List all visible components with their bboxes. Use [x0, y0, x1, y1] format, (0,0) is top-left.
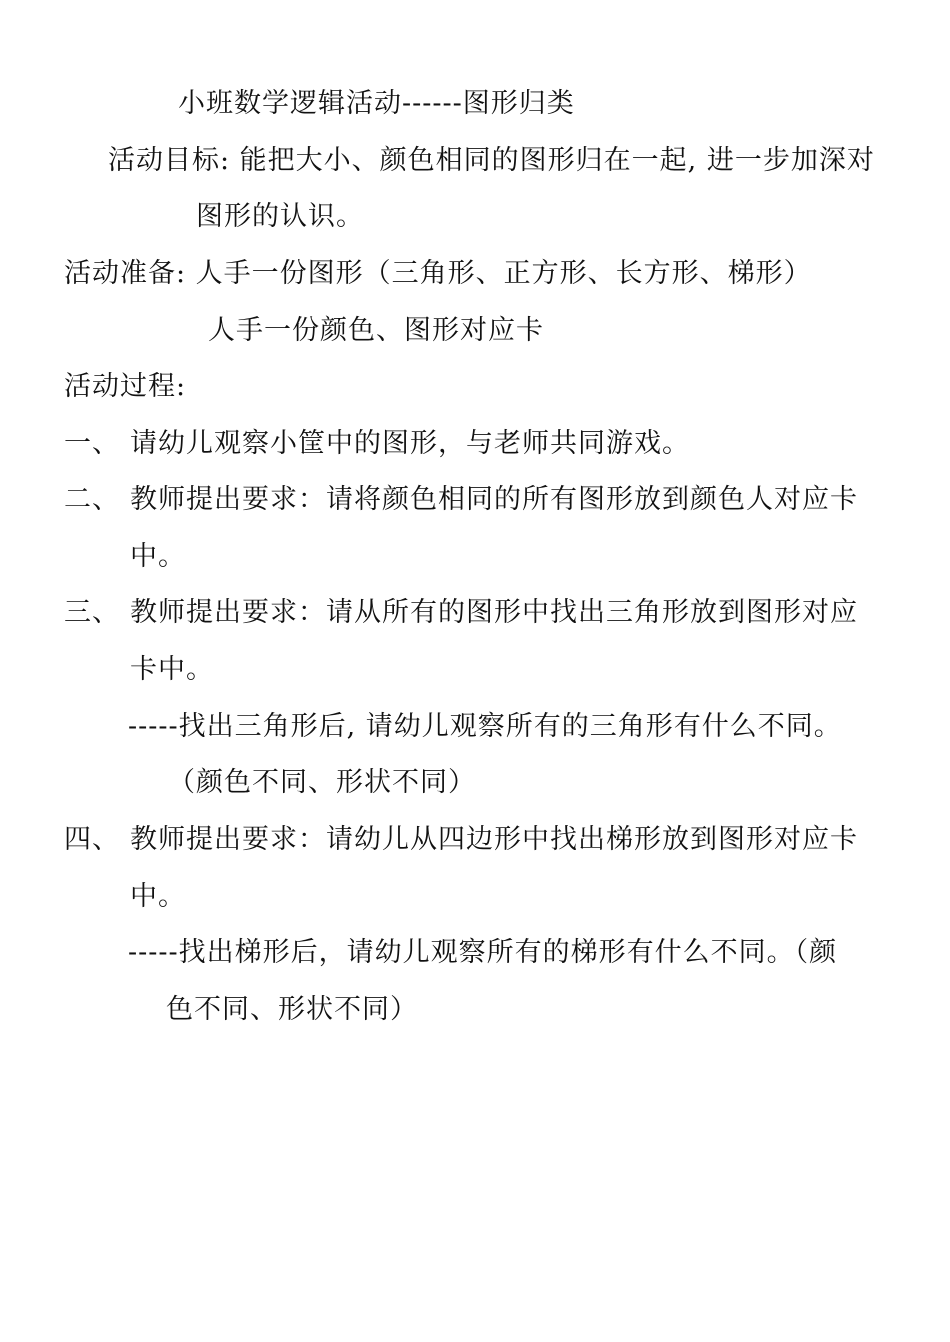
step-3-number: 三、 — [64, 597, 120, 628]
step-4-sub-note: -----找出梯形后，请幼儿观察所有的梯形有什么不同。（颜 — [128, 937, 838, 968]
step-3-sub-note: -----找出三角形后, 请幼儿观察所有的三角形有什么不同。 — [128, 711, 842, 742]
step-2-number: 二、 — [64, 484, 120, 515]
step-4-continuation: 中。 — [130, 881, 186, 912]
step-3-sub-note-continuation: （颜色不同、形状不同） — [168, 767, 476, 798]
step-2-continuation: 中。 — [130, 541, 186, 572]
step-4-sub-note-continuation: 色不同、形状不同） — [166, 994, 418, 1025]
step-4-number: 四、 — [64, 824, 120, 855]
step-1-text: 请幼儿观察小筐中的图形，与老师共同游戏。 — [130, 428, 690, 459]
step-1-number: 一、 — [64, 428, 120, 459]
step-2-text: 教师提出要求：请将颜色相同的所有图形放到颜色人对应卡 — [130, 484, 858, 515]
activity-process-heading: 活动过程: — [64, 371, 187, 402]
activity-preparation-line1: 活动准备: 人手一份图形（三角形、正方形、长方形、梯形） — [64, 258, 812, 289]
step-3-text: 教师提出要求：请从所有的图形中找出三角形放到图形对应 — [130, 597, 858, 628]
document-title: 小班数学逻辑活动------图形归类 — [178, 88, 575, 119]
activity-goal-line2: 图形的认识。 — [196, 201, 364, 232]
activity-preparation-line2: 人手一份颜色、图形对应卡 — [208, 315, 544, 346]
step-4-text: 教师提出要求：请幼儿从四边形中找出梯形放到图形对应卡 — [130, 824, 858, 855]
activity-goal-line1: 活动目标: 能把大小、颜色相同的图形归在一起, 进一步加深对 — [108, 145, 875, 176]
step-3-continuation: 卡中。 — [130, 654, 214, 685]
